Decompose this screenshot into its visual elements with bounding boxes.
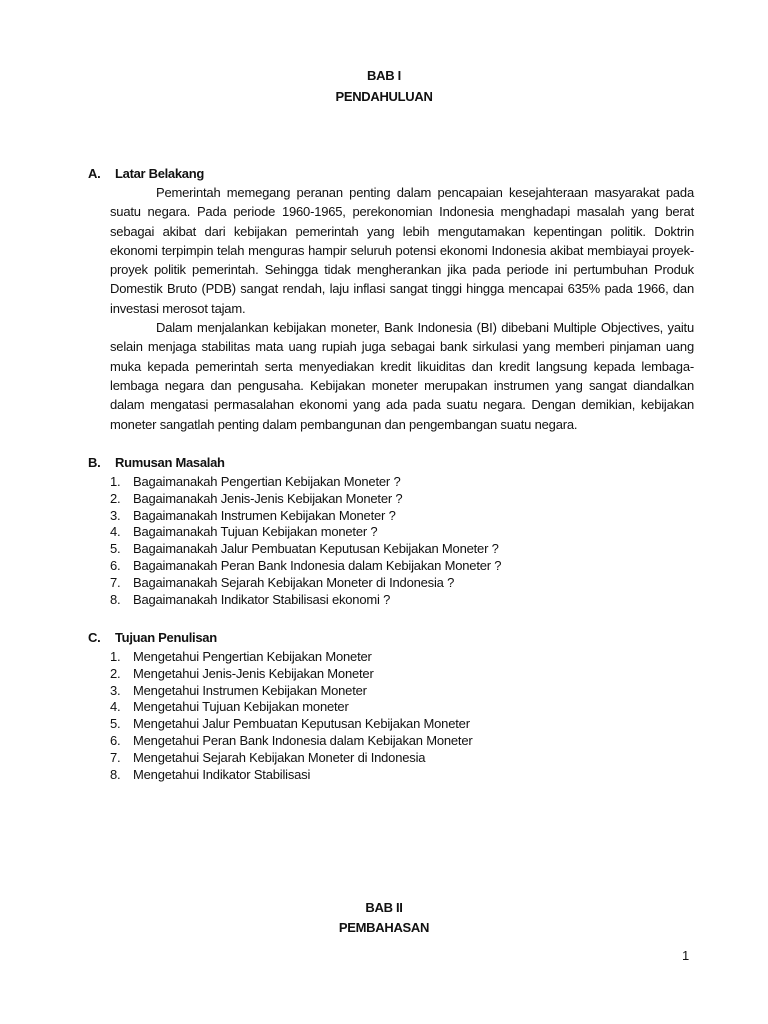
list-item: 6. Bagaimanakah Peran Bank Indonesia dalam Kebijakan Moneter ? [110, 557, 502, 573]
chapter-subtitle: PEMBAHASAN [338, 920, 430, 935]
list-item-text: Bagaimanakah Sejarah Kebijakan Moneter di Indonesia ? [133, 574, 455, 590]
list-item: 5. Bagaimanakah Jalur Pembuatan Keputusan Kebijakan Moneter ? [110, 541, 499, 557]
section-title: Tujuan Penulisan [115, 630, 217, 645]
list-item: 4. Bagaimanakah Tujuan Kebijakan moneter ? [110, 524, 378, 540]
list-item-text: Mengetahui Peran Bank Indonesia dalam Kebijakan Moneter [133, 732, 473, 748]
list-item: 5. Mengetahui Jalur Pembuatan Keputusan Kebijakan Moneter [110, 716, 470, 732]
list-item-text: Mengetahui Sejarah Kebijakan Moneter di Indonesia [133, 749, 426, 765]
section-heading-c [88, 630, 217, 645]
list-item-text: Bagaimanakah Indikator Stabilisasi ekonomi ? [133, 591, 391, 607]
list-item: 1. Bagaimanakah Pengertian Kebijakan Moneter ? [110, 474, 401, 489]
list-item: 7. Mengetahui Sejarah Kebijakan Moneter di Indonesia [110, 749, 426, 765]
chapter-title: BAB II [365, 900, 403, 915]
list-item-text: Mengetahui Jalur Pembuatan Keputusan Kebijakan Moneter [133, 716, 470, 732]
list-item-text: Bagaimanakah Instrumen Kebijakan Moneter ? [133, 507, 396, 523]
section-letter: B. [88, 455, 101, 470]
list-item-text: Mengetahui Instrumen Kebijakan Moneter [133, 682, 367, 698]
background-body [110, 183, 694, 434]
list-item: 3. Mengetahui Instrumen Kebijakan Moneter [110, 682, 367, 698]
list-item-text: Bagaimanakah Peran Bank Indonesia dalam Kebijakan Moneter ? [133, 557, 502, 573]
chapter-subtitle: PENDAHULUAN [335, 89, 433, 104]
list-item: 2. Mengetahui Jenis-Jenis Kebijakan Moneter [110, 665, 374, 681]
paragraph: Dalam menjalankan kebijakan moneter, Bank Indonesia (BI) dibebani Multiple Objectives, yaitu selain menjaga stabilitas mata uang rupiah juga sebagai bank sirkulasi yang memberi pinjaman uang muka kepada pemerintah serta menyediakan kredit likuiditas dan kredit langsung kepada lembaga-lembaga negara dan pengusaha. Kebijakan moneter merupakan instrumen yang sangat diandalkan dalam mengatasi permasalahan ekonomi yang ada pada suatu negara. Dengan demikian, kebijakan moneter sangatlah penting dalam pembangunan dan pengembangan suatu negara. [110, 320, 694, 432]
list-item-text: Bagaimanakah Jalur Pembuatan Keputusan Kebijakan Moneter ? [133, 541, 499, 557]
list-item: 1. Mengetahui Pengertian Kebijakan Moneter [110, 649, 372, 664]
list-item-text: Mengetahui Tujuan Kebijakan moneter [133, 699, 349, 715]
section-letter: A. [88, 166, 101, 181]
list-item: 2. Bagaimanakah Jenis-Jenis Kebijakan Moneter ? [110, 490, 403, 506]
list-item: 8. Mengetahui Indikator Stabilisasi [110, 766, 311, 782]
list-item-text: Bagaimanakah Tujuan Kebijakan moneter ? [133, 524, 378, 540]
list-item: 8. Bagaimanakah Indikator Stabilisasi ekonomi ? [110, 591, 391, 607]
list-item-text: Mengetahui Indikator Stabilisasi [133, 766, 311, 782]
list-item: 7. Bagaimanakah Sejarah Kebijakan Moneter di Indonesia ? [110, 574, 455, 590]
problem-list [110, 474, 501, 608]
chapter-title: BAB I [367, 68, 401, 83]
section-letter: C. [88, 630, 101, 645]
section-title: Rumusan Masalah [115, 455, 225, 470]
list-item-text: Bagaimanakah Jenis-Jenis Kebijakan Moneter ? [133, 490, 403, 506]
objective-list [110, 649, 473, 783]
section-heading-b [88, 455, 225, 470]
list-item-text: Mengetahui Jenis-Jenis Kebijakan Moneter [133, 665, 374, 681]
list-item: 3. Bagaimanakah Instrumen Kebijakan Moneter ? [110, 507, 396, 523]
list-item: 6. Mengetahui Peran Bank Indonesia dalam Kebijakan Moneter [110, 732, 473, 748]
section-title: Latar Belakang [115, 166, 205, 181]
section-heading-a [88, 166, 204, 181]
paragraph: Pemerintah memegang peranan penting dalam pencapaian kesejahteraan masyarakat pada suatu negara. Pada periode 1960-1965, perekonomian Indonesia menghadapi masalah yang berat sebagai akibat dari kebijakan pemerintah yang lebih mengutamakan kepentingan politik. Doktrin ekonomi terpimpin telah menguras hampir seluruh potensi ekonomi Indonesia akibat membiayai proyek-proyek politik pemerintah. Sehingga tidak mengherankan jika pada periode ini pertumbuhan Produk Domestik Bruto (PDB) sangat rendah, laju inflasi sangat tinggi hingga mencapai 635% pada 1966, dan investasi merosot tajam. [110, 185, 694, 316]
list-item-text: Bagaimanakah Pengertian Kebijakan Moneter ? [133, 474, 401, 489]
list-item: 4. Mengetahui Tujuan Kebijakan moneter [110, 699, 349, 715]
list-item-text: Mengetahui Pengertian Kebijakan Moneter [133, 649, 372, 664]
page-number: 1 [682, 948, 690, 963]
